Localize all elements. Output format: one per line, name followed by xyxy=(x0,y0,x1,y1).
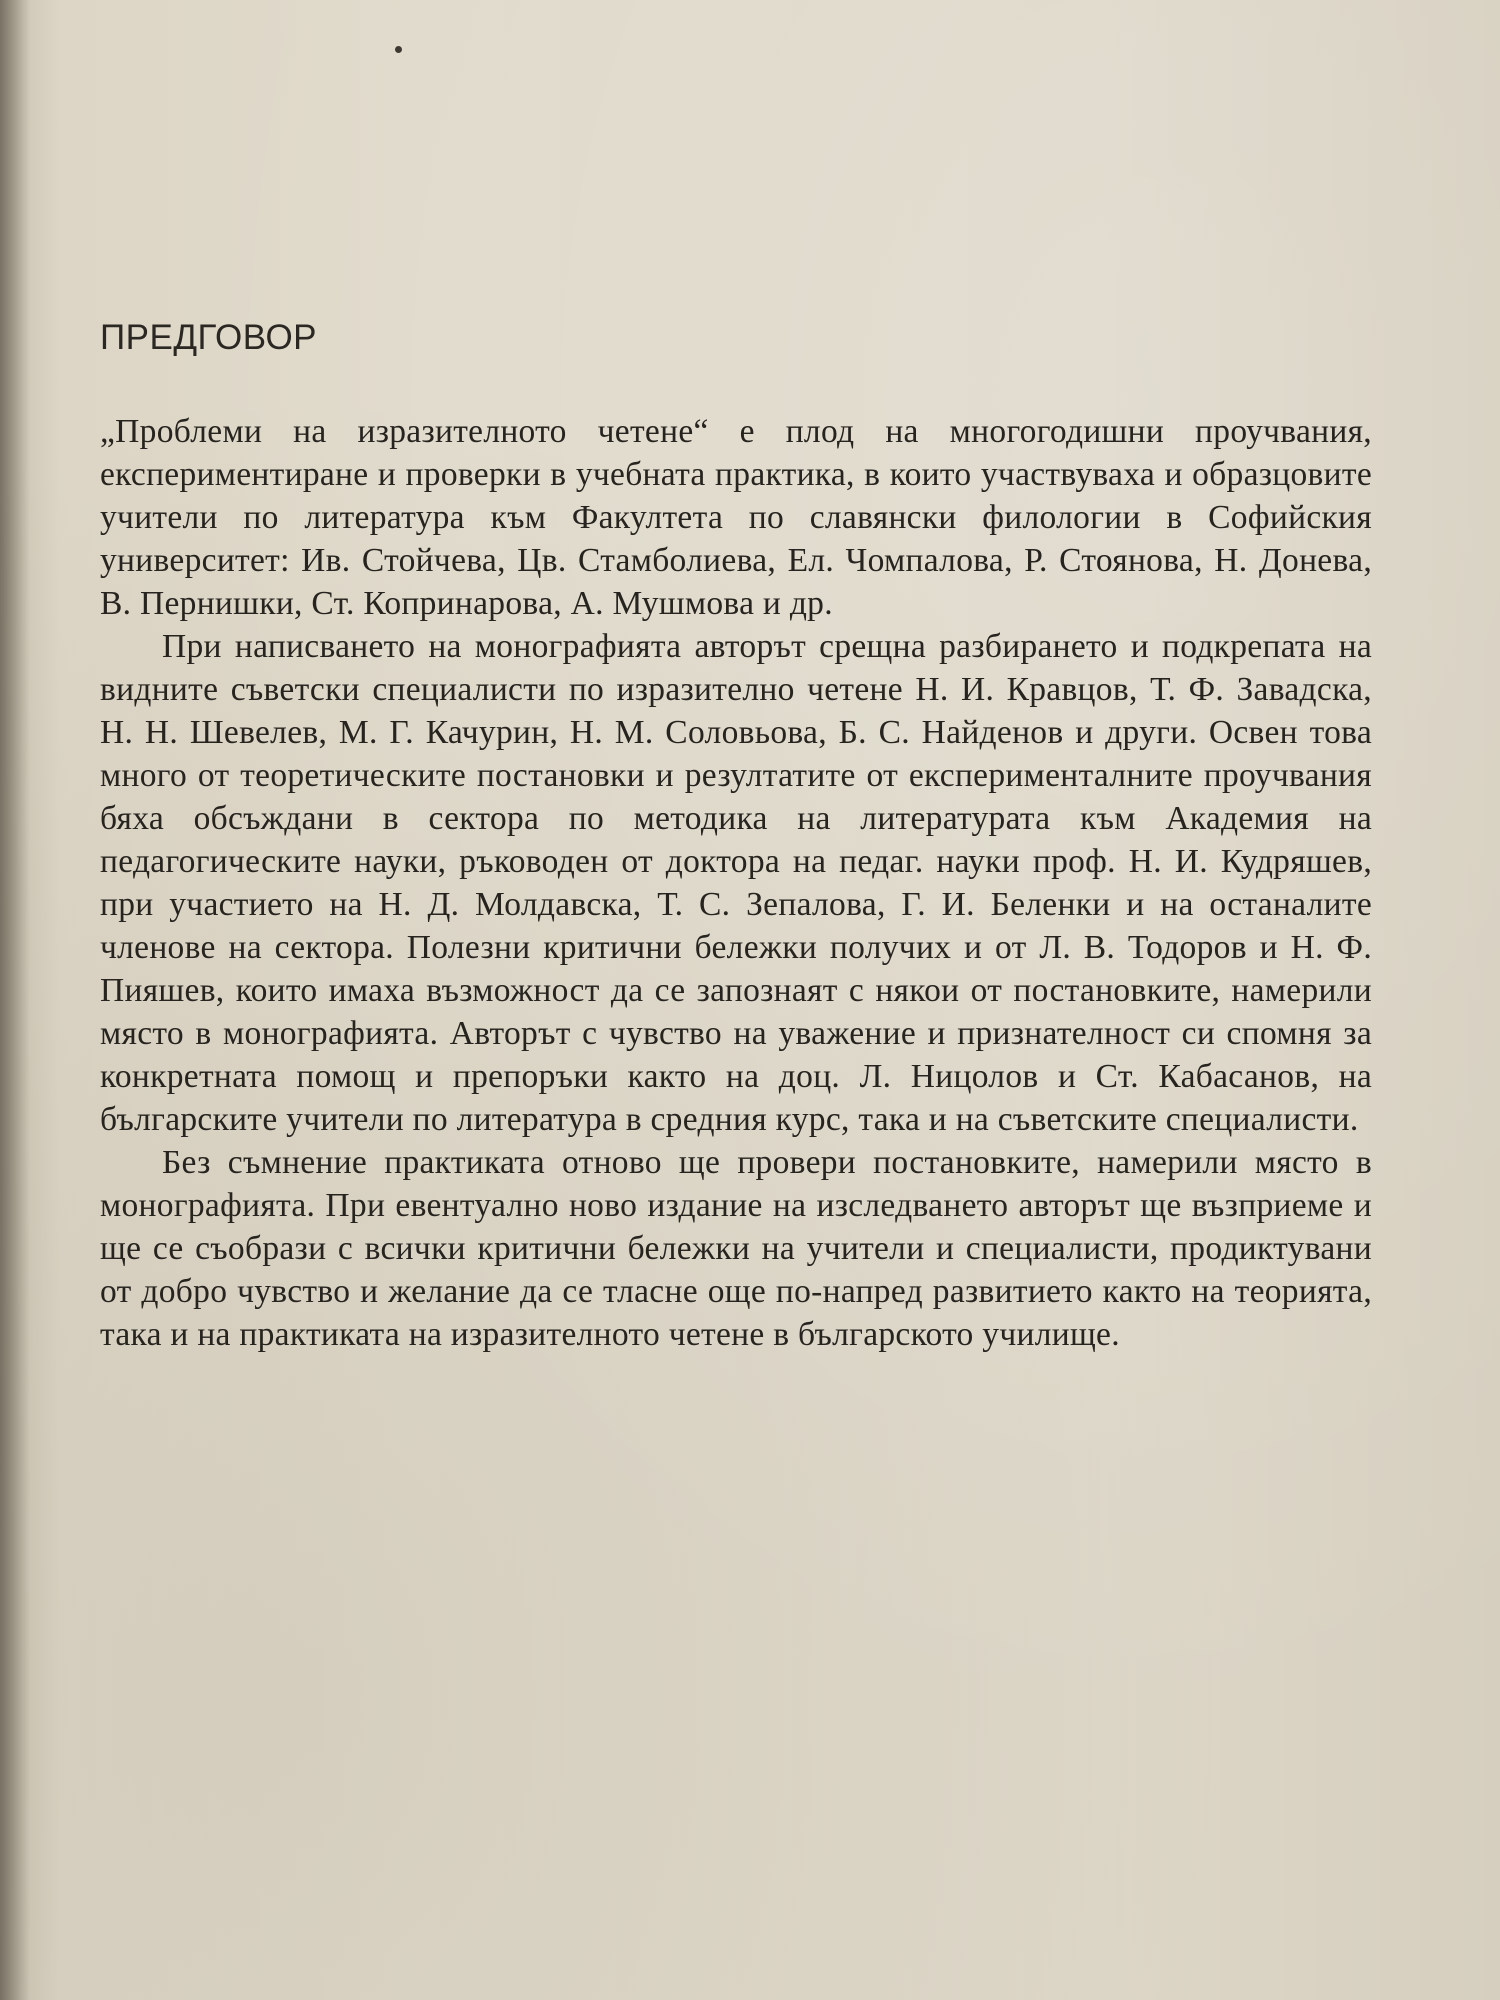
binding-gutter-shadow xyxy=(0,0,30,2000)
ink-speck xyxy=(395,46,402,53)
reverse-side-show-through-top xyxy=(120,20,1460,54)
preface-section xyxy=(100,318,1372,1356)
paragraph-1: „Проблеми на изразителното четене“ е плод на многогодишни проучвания, експериментиране и проверки в учебната практика, в които участвуваха и образцовите учители по литература към Факултета по славянски филологии в Софийския университет: Ив. Стойчева, Цв. Стамболиева, Ел. Чомпалова, Р. Стоянова, Н. Донева, В. Пернишки, Ст. Копринарова, А. Мушмова и др. xyxy=(100,413,1372,622)
page-title: ПРЕДГОВОР xyxy=(100,318,318,357)
paragraph-3: Без съмнение практиката отново ще провери постановките, намерили място в монографията. При евентуално ново издание на изследването авторът ще възприеме и ще се съобрази с всички критични бележки на учители и специалисти, продиктувани от добро чувство и желание да се тласне още по-напред развитието както на теорията, така и на практиката на изразителното четене в българското училище. xyxy=(100,1144,1372,1353)
reverse-side-show-through-bottom xyxy=(120,1600,1460,1634)
paragraph-2: При написването на монографията авторът срещна разбирането и подкрепата на видните съветски специалисти по изразително четене Н. И. Кравцов, Т. Ф. Завадска, Н. Н. Шевелев, М. Г. Качурин, Н. М. Соловьова, Б. С. Найденов и други. Освен това много от теоретическите постановки и резултатите от експерименталните проучвания бяха обсъждани в сектора по методика на литературата към Академия на педагогическите науки, ръководен от доктора на педаг. науки проф. Н. И. Кудряшев, при участието на Н. Д. Молдавска, Т. С. Зепалова, Г. И. Беленки и на останалите членове на сектора. Полезни критични бележки получих и от Л. В. Тодоров и Н. Ф. Пияшев, които имаха възможност да се запознаят с някои от постановките, намерили място в монографията. Авторът с чувство на уважение и признателност си спомня за конкретната помощ и препоръки както на доц. Л. Ницолов и Ст. Кабасанов, на българските учители по литература в средния курс, така и на съветските специалисти. xyxy=(100,628,1372,1138)
